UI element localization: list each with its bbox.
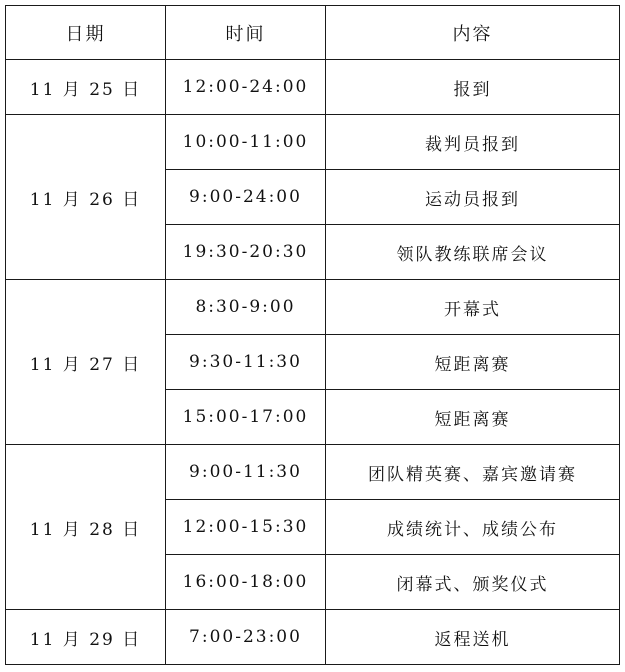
content-cell: 运动员报到: [326, 170, 620, 225]
schedule-table: [5, 5, 620, 665]
content-cell: 成绩统计、成绩公布: [326, 500, 620, 555]
date-cell: 11 月 27 日: [6, 280, 166, 445]
time-cell: 10:00-11:00: [166, 115, 326, 170]
table-row: [6, 445, 620, 500]
header-row: [6, 6, 620, 60]
content-cell: 开幕式: [326, 280, 620, 335]
content-cell: 返程送机: [326, 610, 620, 665]
content-cell: 团队精英赛、嘉宾邀请赛: [326, 445, 620, 500]
content-cell: 短距离赛: [326, 335, 620, 390]
date-cell: 11 月 29 日: [6, 610, 166, 665]
time-cell: 15:00-17:00: [166, 390, 326, 445]
date-cell: 11 月 28 日: [6, 445, 166, 610]
time-cell: 19:30-20:30: [166, 225, 326, 280]
time-cell: 9:30-11:30: [166, 335, 326, 390]
date-cell: 11 月 25 日: [6, 60, 166, 115]
date-cell: 11 月 26 日: [6, 115, 166, 280]
table-row: [6, 115, 620, 170]
table-row: [6, 280, 620, 335]
header-time: 时间: [166, 6, 326, 60]
content-cell: 闭幕式、颁奖仪式: [326, 555, 620, 610]
table-row: [6, 60, 620, 115]
header-date: 日期: [6, 6, 166, 60]
content-cell: 领队教练联席会议: [326, 225, 620, 280]
content-cell: 短距离赛: [326, 390, 620, 445]
table-row: [6, 610, 620, 665]
content-cell: 裁判员报到: [326, 115, 620, 170]
time-cell: 7:00-23:00: [166, 610, 326, 665]
time-cell: 12:00-24:00: [166, 60, 326, 115]
time-cell: 8:30-9:00: [166, 280, 326, 335]
content-cell: 报到: [326, 60, 620, 115]
time-cell: 9:00-24:00: [166, 170, 326, 225]
time-cell: 16:00-18:00: [166, 555, 326, 610]
time-cell: 12:00-15:30: [166, 500, 326, 555]
header-content: 内容: [326, 6, 620, 60]
time-cell: 9:00-11:30: [166, 445, 326, 500]
